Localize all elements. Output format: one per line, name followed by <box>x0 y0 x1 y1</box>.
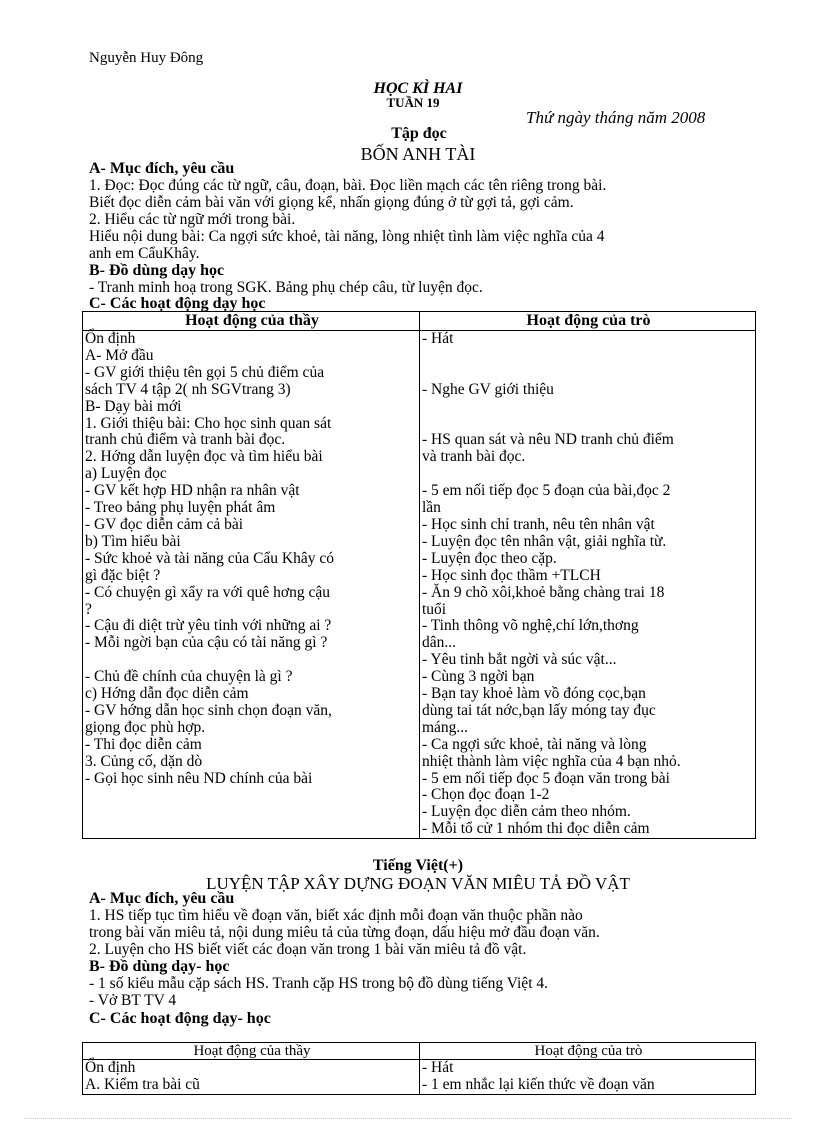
table-line: - Nghe GV giới thiệu <box>422 380 554 398</box>
lesson2-title: LUYỆN TẬP XÂY DỰNG ĐOẠN VĂN MIÊU TẢ ĐỒ VẬT <box>206 874 630 893</box>
table-line: - Treo bảng phụ luyện phát âm <box>85 499 276 517</box>
table-line: - Ca ngợi sức khoẻ, tài năng và lòng <box>422 735 647 753</box>
table-line: lần <box>422 499 441 517</box>
student-activities <box>420 331 756 839</box>
table-line <box>422 416 755 433</box>
table-line: - Luyện đọc theo cặp. <box>422 549 557 567</box>
text-line: 1. HS tiếp tục tìm hiểu về đoạn văn, biết xác định mỗi đoạn văn thuộc phần nào <box>89 907 583 924</box>
lesson1-title: BỐN ANH TÀI <box>360 144 476 164</box>
lesson2-materials <box>89 975 548 1009</box>
table-line: - GV kết hợp HD nhận ra nhân vật <box>85 482 300 500</box>
table-line: Ổn định <box>85 1059 136 1076</box>
lesson2-section-a: A- Mục đích, yêu cầu <box>89 890 235 907</box>
lesson2-section-b: B- Đồ dùng dạy- học <box>89 958 230 975</box>
table-line: c) Hớng dẫn đọc diễn cảm <box>85 685 249 703</box>
table-line: sách TV 4 tập 2( nh SGVtrang 3) <box>85 380 291 398</box>
table-line <box>422 466 755 483</box>
table-line: - Học sinh đọc thầm +TLCH <box>422 566 601 584</box>
table-line: - Cậu đi diệt trừ yêu tinh với những ai ? <box>85 617 332 635</box>
lesson1-objectives <box>89 177 606 262</box>
table-line: a) Luyện đọc <box>85 465 167 483</box>
table-line: ? <box>85 600 92 618</box>
table-line: A. Kiểm tra bài cũ <box>85 1075 200 1093</box>
table-line: - GV đọc diễn cảm cả bài <box>85 515 244 533</box>
table-line: - Ăn 9 chõ xôi,khoẻ bằng chàng trai 18 <box>422 583 665 601</box>
author-name: Nguyễn Huy Đông <box>89 50 204 66</box>
table-line: - Cùng 3 ngời bạn <box>422 668 535 686</box>
table-line: - Hát <box>422 330 454 347</box>
lesson2-objectives <box>89 907 600 958</box>
lesson1-subject: Tập đọc <box>391 125 447 142</box>
table-line: - Sức khoẻ và tài năng của Cẩu Khây có <box>85 549 334 567</box>
table-line: tuổi <box>422 600 447 618</box>
table-line: - 1 em nhắc lại kiến thức về đoạn văn <box>422 1075 655 1093</box>
table-line: - Yêu tinh bắt ngời và súc vật... <box>422 651 617 669</box>
table-line: dân... <box>422 634 457 652</box>
table-line: - Học sinh chỉ tranh, nêu tên nhân vật <box>422 515 655 533</box>
table-line: nhiệt thành làm việc nghĩa của 4 bạn nhỏ. <box>422 752 681 770</box>
week-label: TUẦN 19 <box>386 95 440 110</box>
text-line: - 1 số kiểu mẫu cặp sách HS. Tranh cặp HS trong bộ đồ dùng tiếng Việt 4. <box>89 975 548 992</box>
table-line <box>422 348 755 365</box>
table-line <box>422 399 755 416</box>
teacher-activities <box>83 331 420 839</box>
table-line: dùng tai tát nớc,bạn lấy móng tay đục <box>422 701 656 719</box>
table-line: - Tinh thông võ nghệ,chí lớn,thơng <box>422 617 639 635</box>
lesson2-subject: Tiếng Việt(+) <box>372 857 464 874</box>
table-line: máng... <box>422 718 469 736</box>
col-teacher-header: Hoạt động của thầy <box>83 312 420 331</box>
table-line: - Chủ đề chính của chuyện là gì ? <box>85 668 293 686</box>
table-line: gì đặc biệt ? <box>85 566 161 584</box>
lesson2-section-c: C- Các hoạt động dạy- học <box>89 1010 271 1027</box>
text-line: - Tranh minh hoạ trong SGK. Bảng phụ chép câu, từ luyện đọc. <box>89 279 483 296</box>
lesson1-section-a: A- Mục đích, yêu cầu <box>89 160 235 177</box>
student-activities <box>420 1060 756 1095</box>
table-line: và tranh bài đọc. <box>422 448 526 466</box>
text-line: 1. Đọc: Đọc đúng các từ ngữ, câu, đoạn, bài. Đọc liền mạch các tên riêng trong bài. <box>89 177 607 194</box>
table-line: tranh chủ điểm và tranh bài đọc. <box>85 431 286 449</box>
table-line: - Thi đọc diễn cảm <box>85 735 202 753</box>
col-student-header: Hoạt động của trò <box>420 1043 756 1060</box>
text-line: - Vở BT TV 4 <box>89 992 177 1009</box>
page-bottom-divider <box>24 1118 792 1119</box>
table-line: - 5 em nối tiếp đọc 5 đoạn của bài,đọc 2 <box>422 482 671 500</box>
table-line: - Mỗi ngời bạn của cậu có tài năng gì ? <box>85 634 328 652</box>
table-line: 3. Củng cố, dặn dò <box>85 752 203 770</box>
date-line: Thứ ngày tháng năm 2008 <box>526 108 706 127</box>
col-teacher-header: Hoạt động của thầy <box>83 1043 420 1060</box>
table-line: 2. Hớng dẫn luyện đọc và tìm hiểu bài <box>85 448 323 466</box>
table-line: B- Dạy bài mới <box>85 397 182 415</box>
table-line: Ổn định <box>85 330 136 347</box>
table-line: - GV giới thiệu tên gọi 5 chủ điểm của <box>85 363 325 381</box>
lesson1-section-c: C- Các hoạt động dạy học <box>89 295 266 312</box>
text-line: Biết đọc diễn cảm bài văn với giọng kể, nhấn giọng đúng ở từ gợi tả, gợi cảm. <box>89 194 574 211</box>
table-line: - HS quan sát và nêu ND tranh chủ điểm <box>422 431 674 449</box>
table-line: 1. Giới thiệu bài: Cho học sinh quan sát <box>85 414 332 432</box>
lesson2-activity-table <box>82 1042 756 1095</box>
table-line: - Luyện đọc diễn cảm theo nhóm. <box>422 803 631 821</box>
table-line: - 5 em nối tiếp đọc 5 đoạn văn trong bài <box>422 769 670 787</box>
table-line: - Có chuyện gì xẩy ra với quê hơng cậu <box>85 583 330 601</box>
table-line: b) Tìm hiểu bài <box>85 532 181 550</box>
lesson1-section-b: B- Đồ dùng dạy học <box>89 262 225 279</box>
text-line: trong bài văn miêu tả, nội dung miêu tả của từng đoạn, dấu hiệu mở đầu đoạn văn. <box>89 924 600 941</box>
col-student-header: Hoạt động của trò <box>420 312 756 331</box>
text-line: anh em CẩuKhây. <box>89 245 200 262</box>
semester-title: HỌC KÌ HAI <box>373 80 463 97</box>
table-line <box>422 365 755 382</box>
lesson1-materials <box>89 279 483 296</box>
table-line: - Hát <box>422 1059 454 1076</box>
lesson1-activity-table <box>82 311 756 839</box>
table-line <box>85 652 419 669</box>
table-line: - Mỗi tổ cử 1 nhóm thi đọc diễn cảm <box>422 820 650 838</box>
table-line: - Luyện đọc tên nhân vật, giải nghĩa từ. <box>422 532 667 550</box>
table-line: giọng đọc phù hợp. <box>85 718 206 736</box>
teacher-activities <box>83 1060 420 1095</box>
table-line: - Bạn tay khoẻ làm vồ đóng cọc,bạn <box>422 685 646 703</box>
text-line: 2. Hiểu các từ ngữ mới trong bài. <box>89 211 296 228</box>
table-line: - Gọi học sinh nêu ND chính của bài <box>85 769 313 787</box>
text-line: 2. Luyện cho HS biết viết các đoạn văn trong 1 bài văn miêu tả đồ vật. <box>89 941 527 958</box>
table-line: A- Mở đầu <box>85 346 154 364</box>
table-line: - GV hớng dẫn học sinh chọn đoạn văn, <box>85 701 332 719</box>
text-line: Hiểu nội dung bài: Ca ngợi sức khoẻ, tài năng, lòng nhiệt tình làm việc nghĩa của 4 <box>89 228 605 245</box>
table-line: - Chọn đọc đoạn 1-2 <box>422 786 550 804</box>
